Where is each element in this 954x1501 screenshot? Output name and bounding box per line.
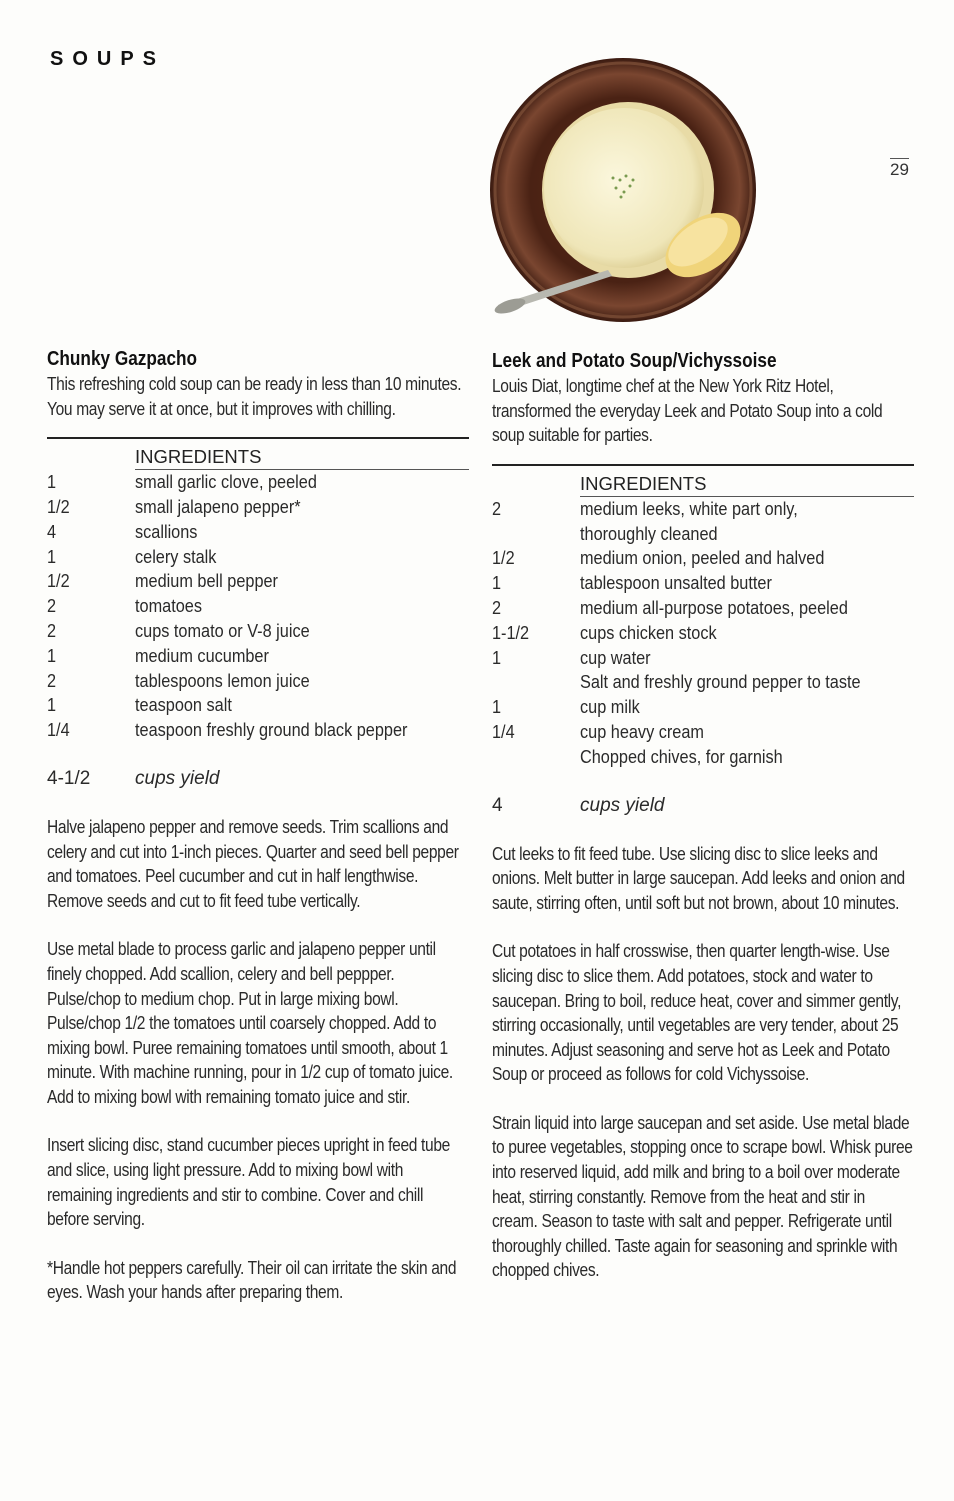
- ingredient-item: teaspoon freshly ground black pepper: [135, 719, 408, 741]
- ingredient-item: medium bell pepper: [135, 570, 278, 592]
- ingredient-row: [492, 596, 914, 621]
- ingredient-row: [47, 644, 469, 669]
- yield-qty: 4-1/2: [47, 767, 91, 789]
- ingredient-row: [492, 497, 914, 547]
- ingredient-item: tablespoons lemon juice: [135, 669, 310, 691]
- ingredient-row: [47, 569, 469, 594]
- ingredient-qty: 1: [47, 471, 57, 493]
- vichyssoise-ingredients-table: [492, 464, 914, 818]
- ingredient-row: [47, 520, 469, 545]
- ingredient-row: [492, 571, 914, 596]
- ingredient-qty: 1: [492, 696, 502, 718]
- ingredient-qty: 2: [492, 596, 502, 618]
- ingredient-qty: 1/4: [492, 720, 515, 742]
- ingredient-item: tomatoes: [135, 595, 202, 617]
- gazpacho-step-1: Halve jalapeno pepper and remove seeds. Trim scallions and celery and cut into 1-inch pieces. Quarter and seed bell pepper and tomatoes. Peel cucumber and cut in half lengthwise. Remove seeds and cut to fit feed tube vertically.: [47, 815, 459, 911]
- ingredient-item: celery stalk: [135, 545, 217, 567]
- ingredient-item: cup heavy cream: [580, 720, 704, 742]
- ingredient-row: [492, 720, 914, 745]
- ingredient-row: [492, 621, 914, 646]
- ingredients-header: INGREDIENTS: [135, 439, 469, 470]
- ingredient-row: [47, 718, 469, 743]
- ingredient-row: [47, 594, 469, 619]
- yield-row: [47, 767, 469, 791]
- gazpacho-footnote: *Handle hot peppers carefully. Their oil can irritate the skin and eyes. Wash your hands after preparing them.: [47, 1256, 457, 1303]
- ingredient-qty: 2: [492, 497, 502, 519]
- ingredient-qty: 1: [47, 545, 57, 567]
- ingredient-row: [47, 619, 469, 644]
- ingredient-qty: [492, 670, 569, 695]
- ingredient-item: cups tomato or V-8 juice: [135, 619, 310, 641]
- ingredient-item: teaspoon salt: [135, 694, 232, 716]
- gazpacho-title: Chunky Gazpacho: [47, 348, 198, 370]
- vichyssoise-step-2: Cut potatoes in half crosswise, then quarter length-wise. Use slicing disc to slice them. Add potatoes, stock and water to saucepan. Bring to boil, reduce heat, cover and simmer gently, stirring occasionally, until vegetables are very tender, about 25 minutes. Adjust seasoning and serve hot as Leek and Potato Soup or proceed as follows for cold Vichyssoise.: [492, 940, 902, 1085]
- ingredient-item: medium leeks, white part only, thoroughly cleaned: [580, 497, 798, 544]
- ingredient-item: Chopped chives, for garnish: [580, 745, 783, 767]
- ingredient-row: [47, 470, 469, 495]
- ingredient-item: small garlic clove, peeled: [135, 471, 317, 493]
- ingredient-qty: 1/2: [492, 547, 515, 569]
- ingredient-row: [492, 670, 914, 695]
- gazpacho-recipe: [47, 346, 469, 1305]
- gazpacho-ingredients-table: [47, 437, 469, 791]
- ingredient-row: [492, 695, 914, 720]
- ingredient-qty: 1: [492, 572, 502, 594]
- ingredient-item: medium cucumber: [135, 644, 269, 666]
- ingredient-qty: 1/2: [47, 495, 70, 517]
- ingredient-item: small jalapeno pepper*: [135, 495, 301, 517]
- ingredient-row: [492, 546, 914, 571]
- ingredient-qty: [492, 745, 569, 770]
- gazpacho-intro: This refreshing cold soup can be ready in less than 10 minutes. You may serve it at once, but it improves with chilling.: [47, 373, 462, 419]
- ingredient-item: Salt and freshly ground pepper to taste: [580, 671, 861, 693]
- ingredient-item: cups chicken stock: [580, 621, 717, 643]
- gazpacho-step-2: Use metal blade to process garlic and jalapeno pepper until finely chopped. Add scallion, celery and bell peppper. Pulse/chop to medium chop. Put in large mixing bowl. Pulse/chop 1/2 the tomatoes until coarsely chopped. Add to mixing bowl. Puree remaining tomatoes until smooth, about 1 minute. With machine running, pour in 1/2 cup of tomato juice. Add to mixing bowl with remaining tomato juice and stir.: [47, 938, 453, 1107]
- ingredient-row: [47, 693, 469, 718]
- ingredient-qty: 2: [47, 669, 57, 691]
- ingredient-item: medium all-purpose potatoes, peeled: [580, 596, 848, 618]
- ingredient-row: [492, 745, 914, 770]
- vichyssoise-intro: Louis Diat, longtime chef at the New York Ritz Hotel, transformed the everyday Leek and Potato Soup into a cold soup suitable for parties.: [492, 375, 883, 446]
- gazpacho-step-3: Insert slicing disc, stand cucumber pieces upright in feed tube and slice, using light pressure. Add to mixing bowl with remaining ingredients and stir to combine. Cover and chill before serving.: [47, 1134, 450, 1230]
- ingredient-item: tablespoon unsalted butter: [580, 572, 772, 594]
- ingredient-qty: 1/4: [47, 719, 70, 741]
- section-title: SOUPS: [50, 48, 166, 70]
- yield-row: [492, 794, 914, 818]
- ingredient-qty: 4: [47, 520, 57, 542]
- ingredient-qty: 1-1/2: [492, 621, 530, 643]
- ingredient-item: cup milk: [580, 696, 640, 718]
- page-number: 29: [890, 160, 909, 179]
- vichyssoise-step-3: Strain liquid into large saucepan and set aside. Use metal blade to puree vegetables, stopping once to scrape bowl. Whisk puree into reserved liquid, add milk and bring to a boil over moderate heat, stirring constantly. Remove from the heat and stir in cream. Season to taste with salt and pepper. Refrigerate until thoroughly chilled. Taste again for seasoning and sprinkle with chopped chives.: [492, 1111, 913, 1281]
- ingredient-qty: 2: [47, 619, 57, 641]
- ingredient-row: [47, 669, 469, 694]
- yield-label: cups yield: [135, 767, 220, 789]
- soup-bowl-photo: [488, 30, 760, 325]
- ingredient-row: [47, 545, 469, 570]
- vichyssoise-title: Leek and Potato Soup/Vichyssoise: [492, 350, 777, 372]
- ingredient-row: [47, 495, 469, 520]
- ingredient-qty: 1: [47, 694, 57, 716]
- ingredient-qty: 1: [492, 646, 502, 668]
- vichyssoise-recipe: [492, 348, 914, 1283]
- ingredient-qty: 1/2: [47, 570, 70, 592]
- ingredient-qty: 1: [47, 644, 57, 666]
- yield-label: cups yield: [580, 794, 665, 816]
- ingredient-qty: 2: [47, 595, 57, 617]
- ingredient-row: [492, 646, 914, 671]
- yield-qty: 4: [492, 794, 503, 816]
- ingredient-item: medium onion, peeled and halved: [580, 547, 825, 569]
- ingredients-header: INGREDIENTS: [580, 466, 914, 497]
- vichyssoise-step-1: Cut leeks to fit feed tube. Use slicing disc to slice leeks and onions. Melt butter in large saucepan. Add leeks and onion and saute, stirring often, until soft but not brown, about 10 minutes.: [492, 842, 905, 913]
- ingredient-item: cup water: [580, 646, 651, 668]
- ingredient-item: scallions: [135, 520, 198, 542]
